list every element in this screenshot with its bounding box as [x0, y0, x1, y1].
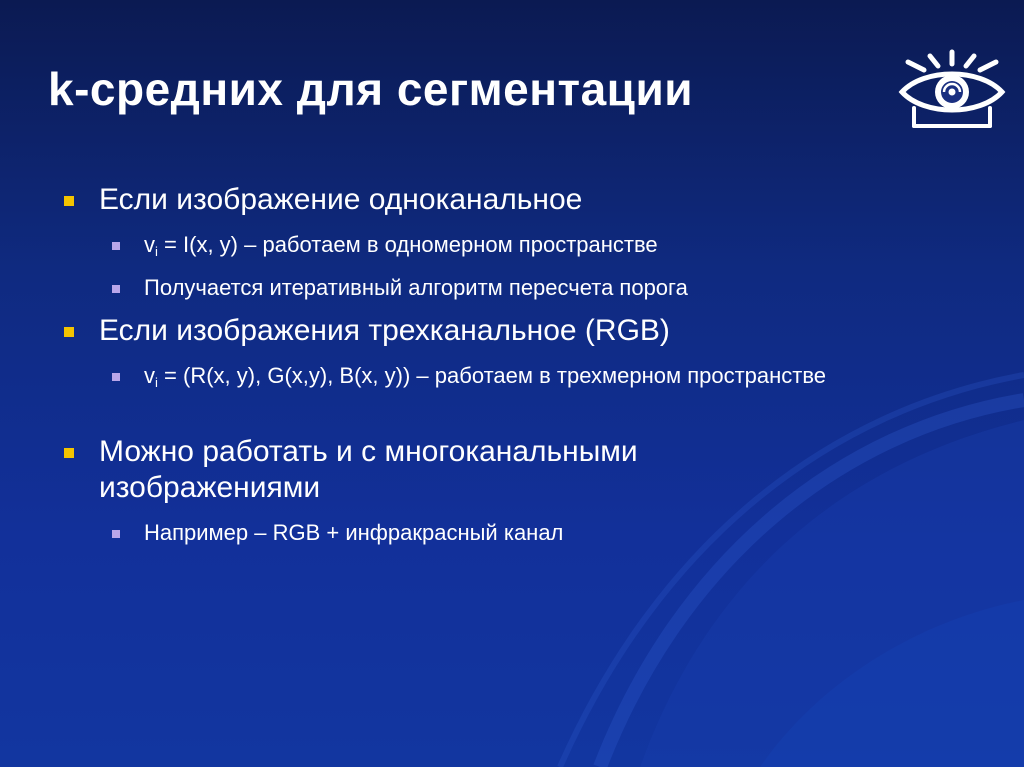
level1-bullet-marker	[64, 448, 74, 458]
bullet-text: Можно работать и с многоканальными изображениями	[99, 435, 638, 504]
bullet-text: Если изображение одноканальное	[99, 183, 583, 216]
sub-bullet-text: Получается итеративный алгоритм пересчета порога	[144, 275, 688, 300]
bullet-text: Если изображения трехканальное (RGB)	[99, 314, 670, 347]
level2-bullet-marker	[112, 373, 120, 381]
sub-bullet-text: $v_i = I(x$, y) – работаем в одномерном пространстве	[144, 232, 658, 259]
sub-bullet-text: $v_i = (R(x$, y), G(x,y), B(x, y)) – работаем в трехмерном пространстве	[144, 363, 827, 390]
level1-bullet-marker	[64, 196, 74, 206]
level2-bullet-marker	[112, 530, 120, 538]
slide-title: k-средних для сегментации	[48, 63, 693, 115]
eye-logo-icon	[894, 48, 1010, 132]
level2-bullet-marker	[112, 242, 120, 250]
level1-bullet-marker	[64, 327, 74, 337]
level2-bullet-marker	[112, 285, 120, 293]
sub-bullet-text: Например – RGB + инфракрасный канал	[144, 520, 564, 545]
